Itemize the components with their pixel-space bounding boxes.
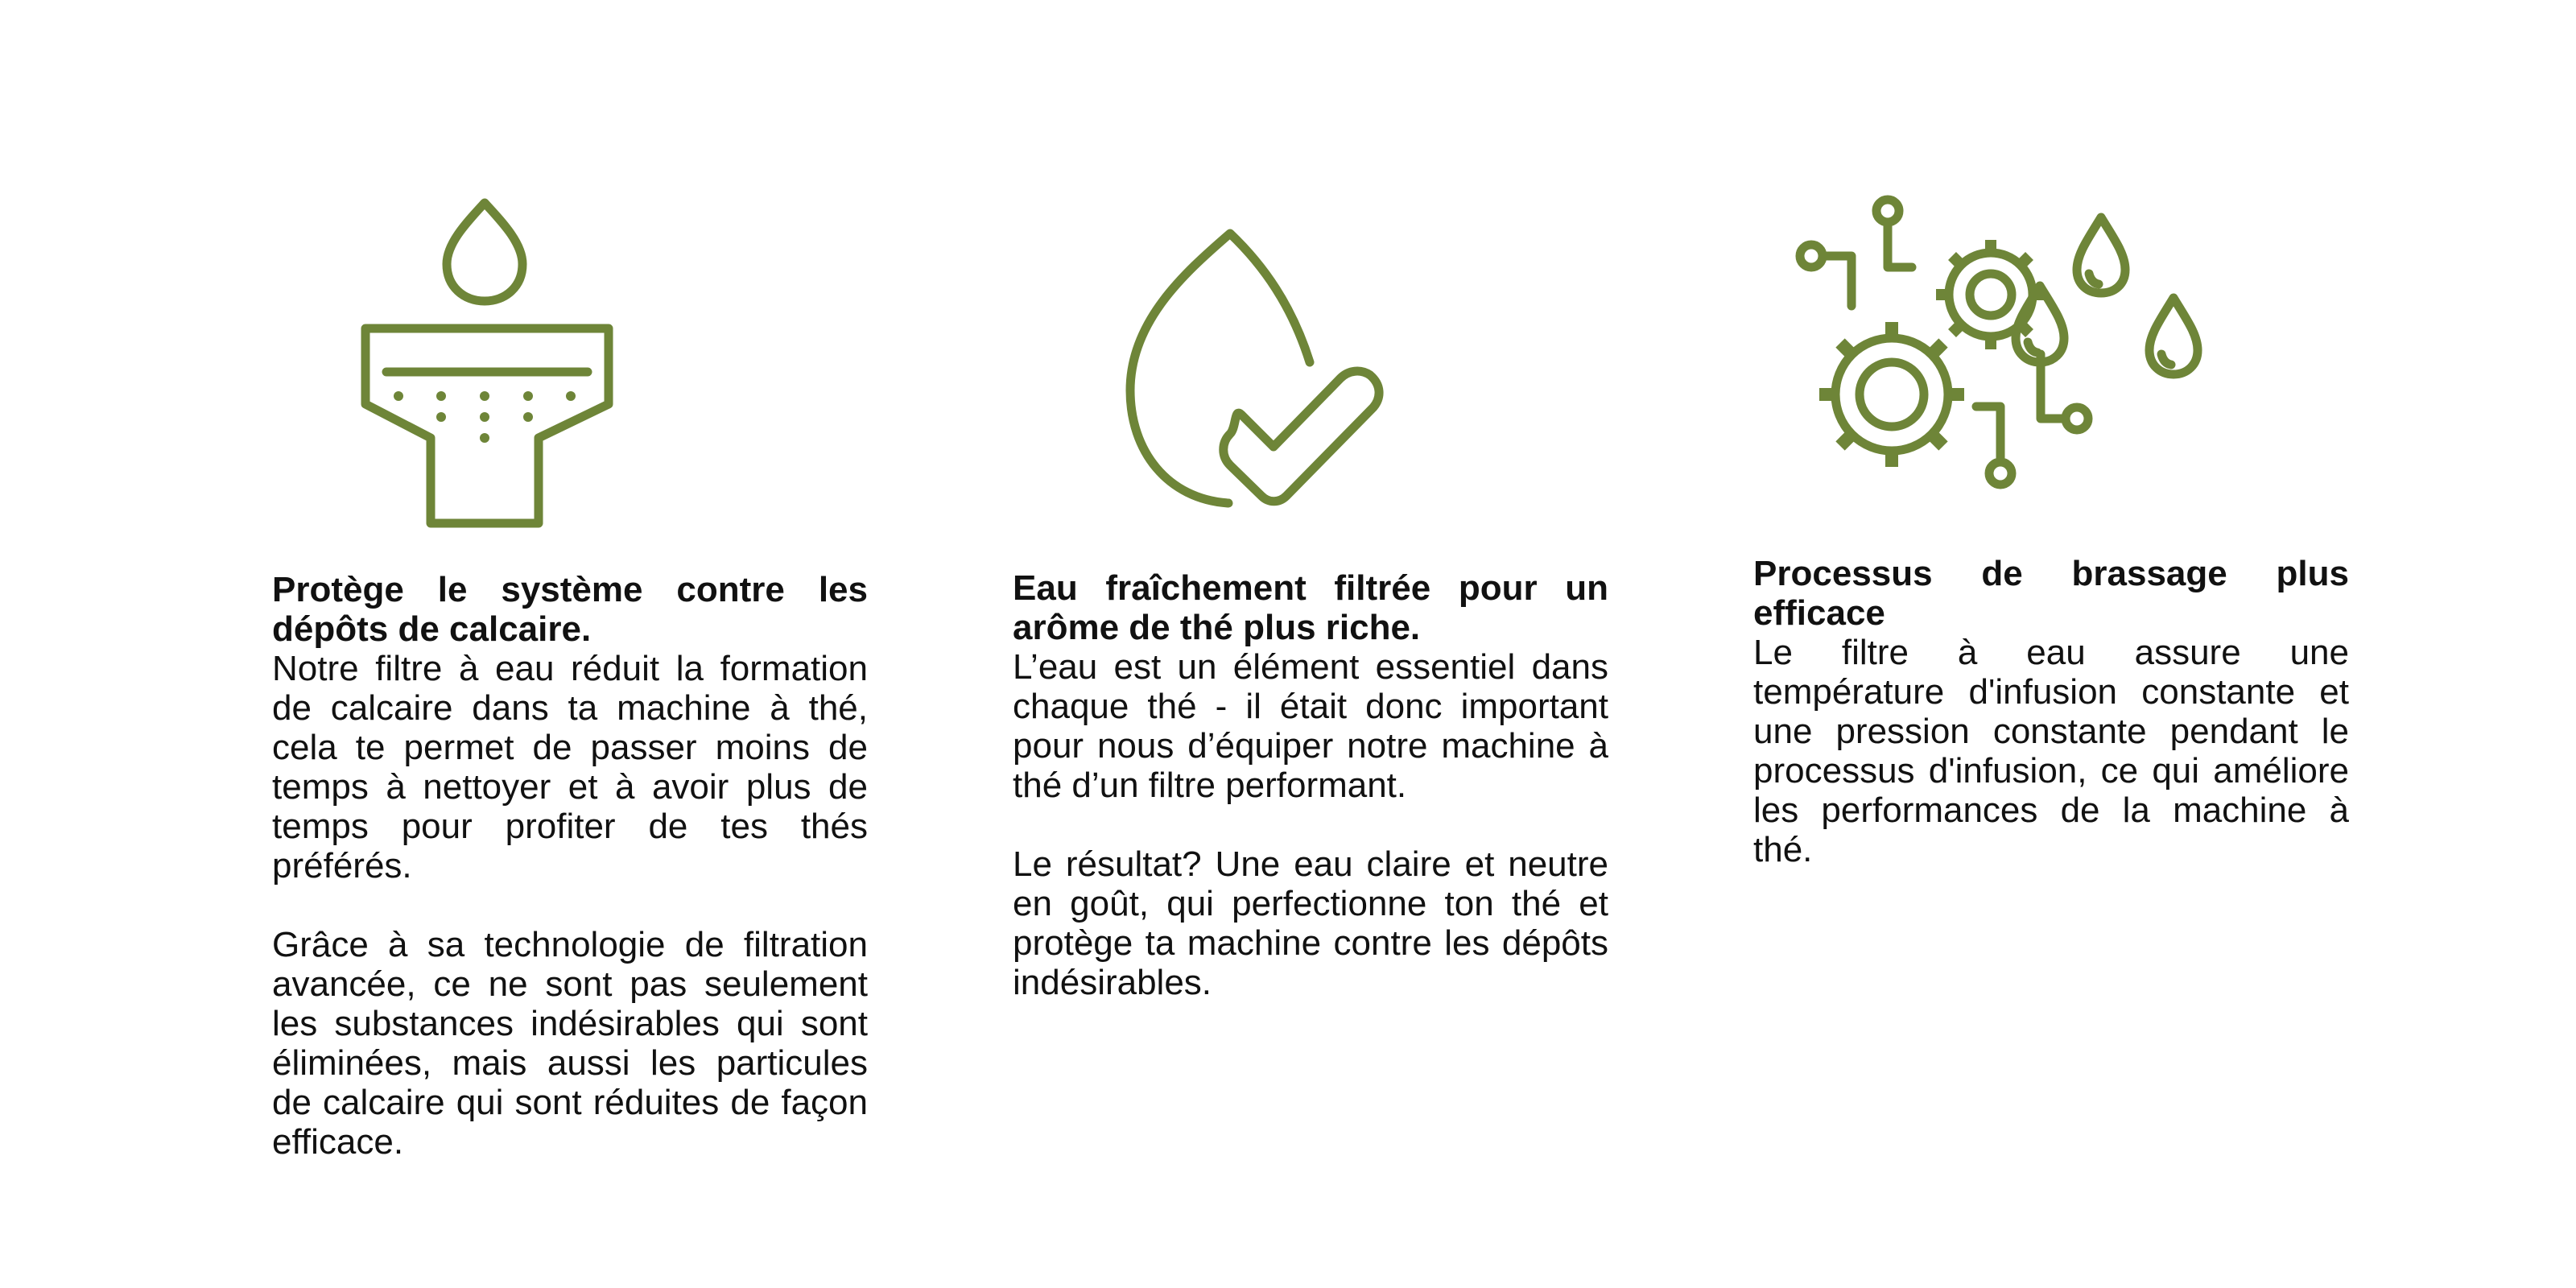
feature-title: Protège le système contre les dépôts de calcaire. xyxy=(272,570,868,649)
feature-column-2 xyxy=(1013,568,1608,1002)
feature-title: Processus de brassage plus efficace xyxy=(1753,554,2349,633)
water-drop-check-icon xyxy=(1119,225,1401,515)
feature-column-1 xyxy=(272,570,868,1162)
feature-paragraph: Notre filtre à eau réduit la formation de calcaire dans ta machine à thé, cela te permet de passer moins de temps à nettoyer et à avoir plus de temps pour profiter de tes thés préférés. xyxy=(272,649,868,886)
water-filter-funnel-icon xyxy=(354,193,620,531)
feature-paragraph: Le résultat? Une eau claire et neutre en goût, qui perfectionne ton thé et protège ta machine contre les dépôts indésirables. xyxy=(1013,844,1608,1002)
feature-paragraph: Grâce à sa technologie de filtration avancée, ce ne sont pas seulement les substances indésirables qui sont éliminées, mais aussi les particules de calcaire qui sont réduites de façon efficace. xyxy=(272,925,868,1162)
feature-column-3 xyxy=(1753,554,2349,869)
feature-title: Eau fraîchement filtrée pour un arôme de thé plus riche. xyxy=(1013,568,1608,647)
feature-paragraph: L’eau est un élément essentiel dans chaque thé - il était donc important pour nous d’équiper notre machine à thé d’un filtre performant. xyxy=(1013,647,1608,805)
gears-drops-circuit-icon xyxy=(1783,193,2250,499)
feature-paragraph: Le filtre à eau assure une température d'infusion constante et une pression constante pendant le processus d'infusion, ce qui améliore les performances de la machine à thé. xyxy=(1753,633,2349,869)
